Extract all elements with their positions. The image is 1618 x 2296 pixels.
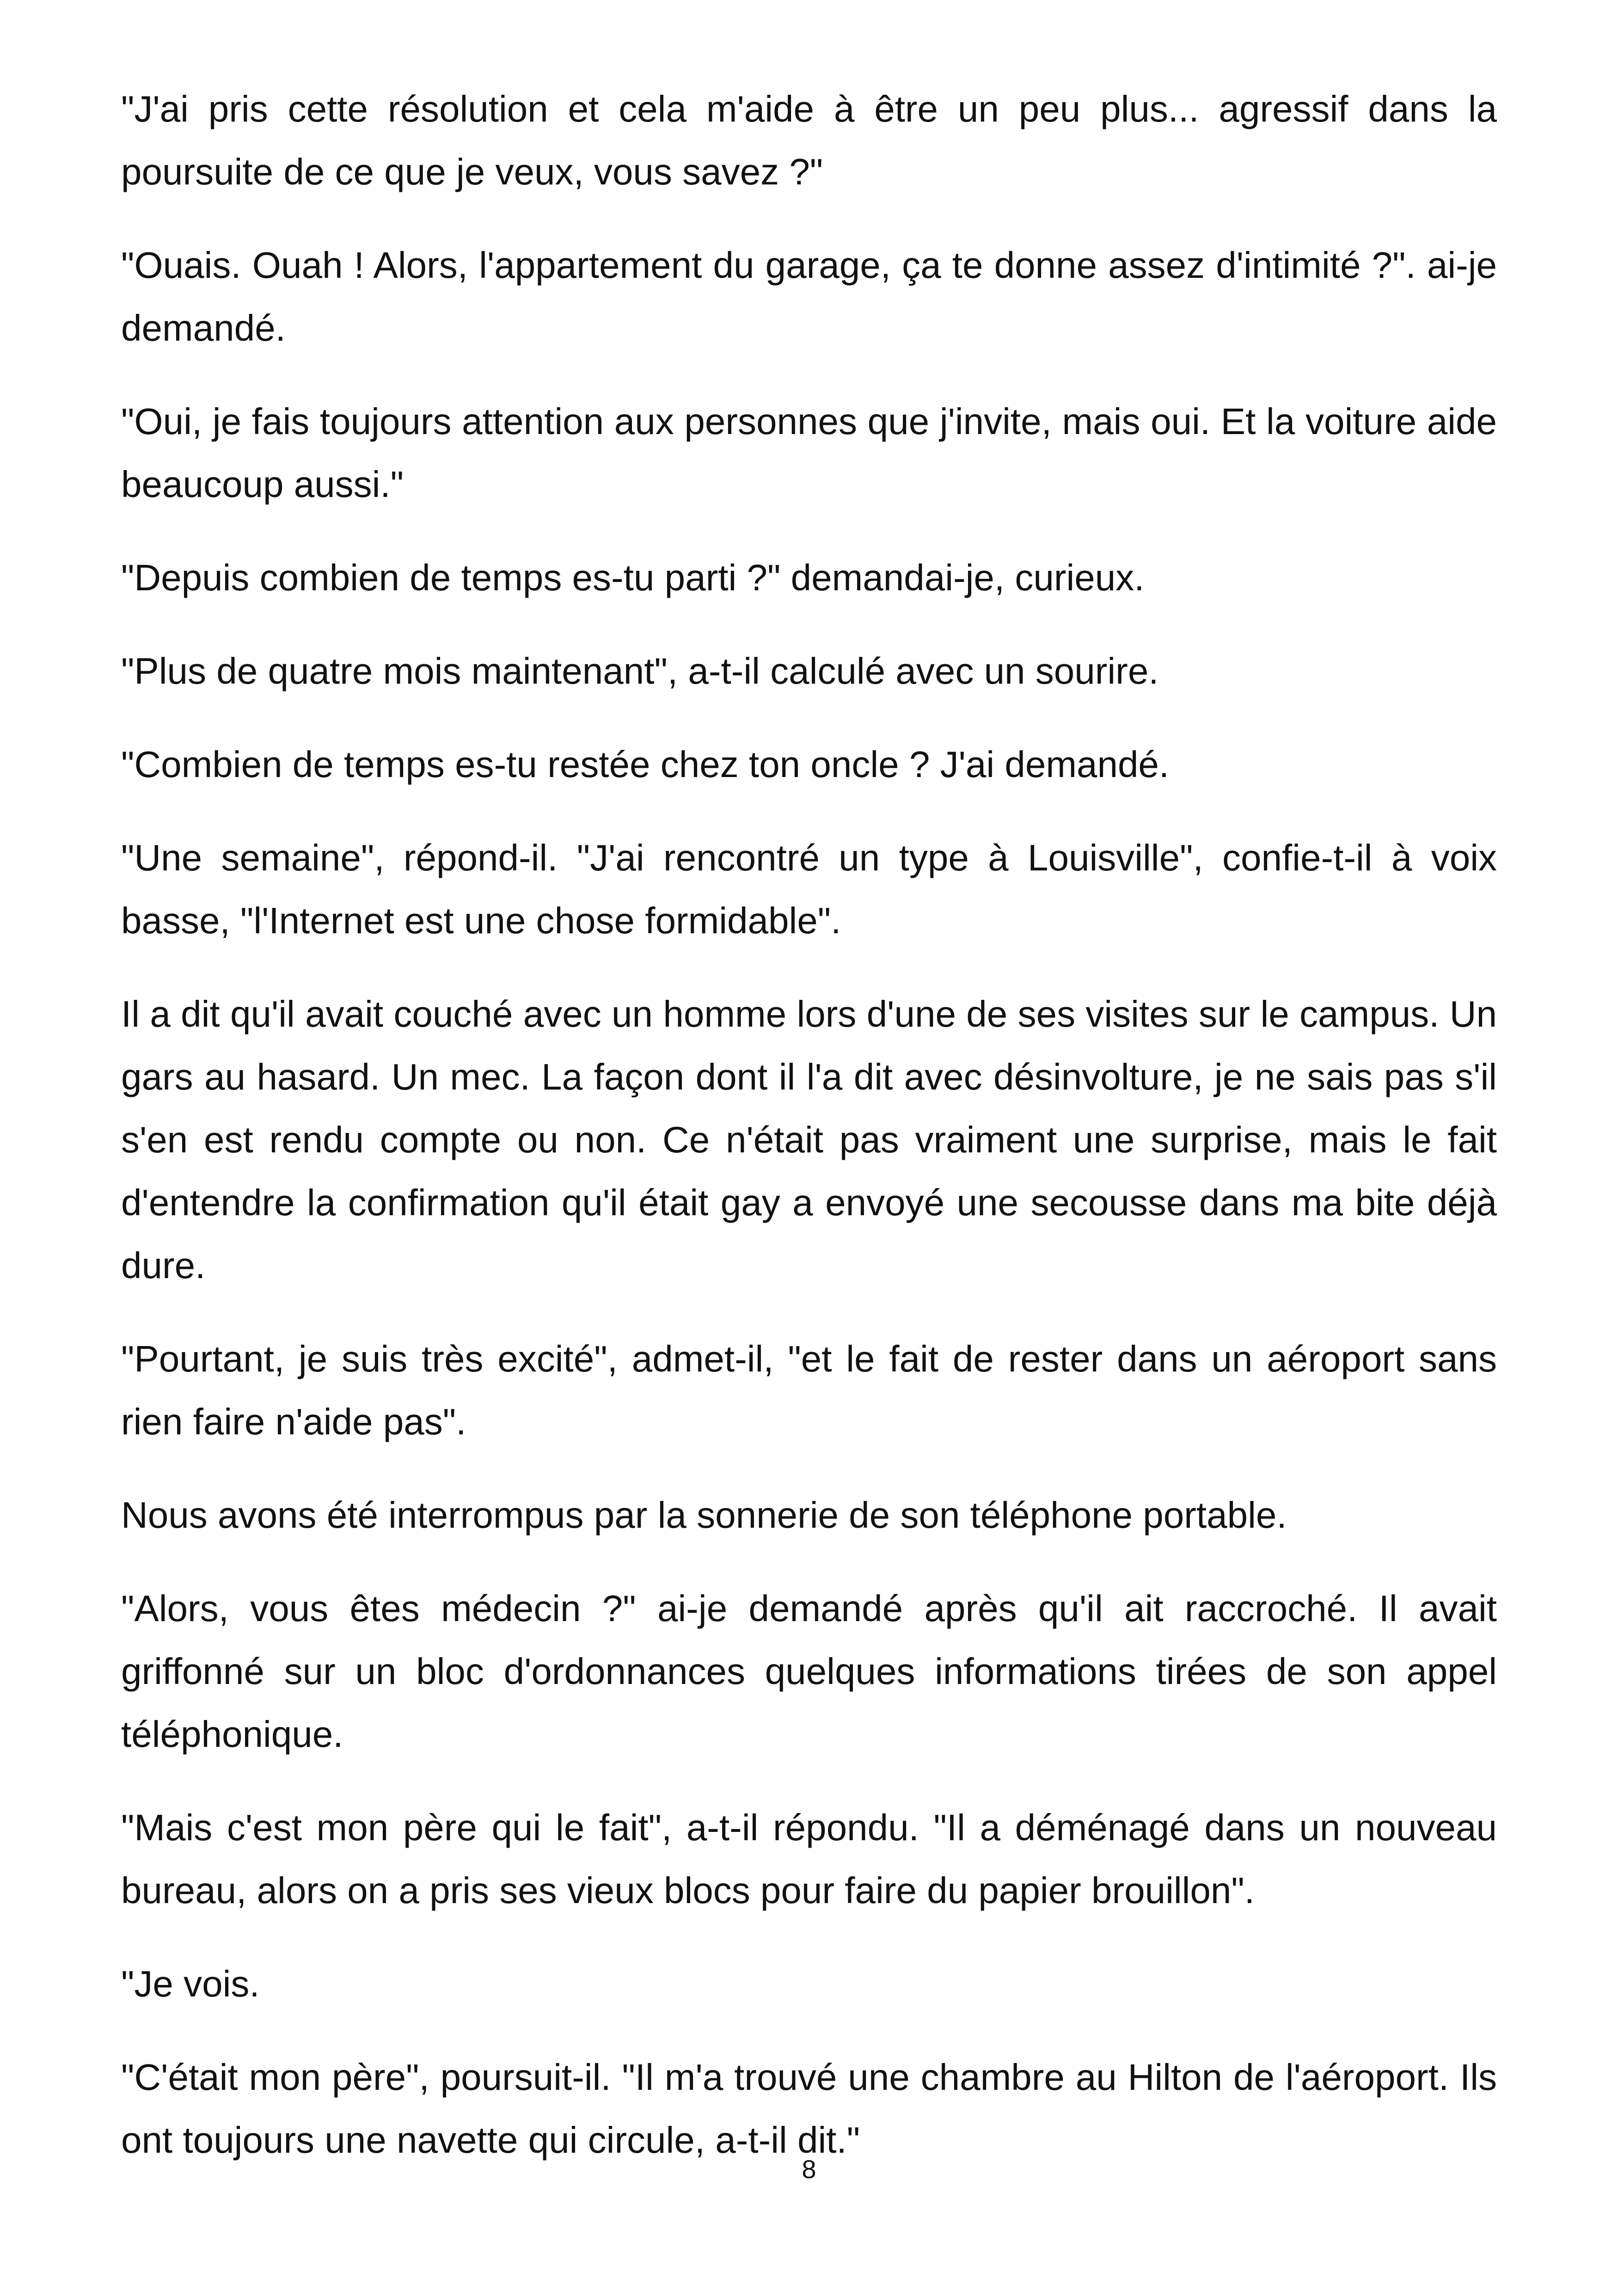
paragraph: "Pourtant, je suis très excité", admet-il, "et le fait de rester dans un aéroport sans rien faire n'aide pas". [121, 1338, 1497, 1442]
paragraph: "Alors, vous êtes médecin ?" ai-je demandé après qu'il ait raccroché. Il avait griffonné sur un bloc d'ordonnances quelques informations tirées de son appel téléphonique. [121, 1588, 1497, 1755]
paragraph: "Plus de quatre mois maintenant", a-t-il calculé avec un sourire. [121, 650, 1159, 692]
paragraph: "Une semaine", répond-il. "J'ai rencontré un type à Louisville", confie-t-il à voix basse, "l'Internet est une chose formidable". [121, 837, 1497, 941]
paragraph: "Depuis combien de temps es-tu parti ?" demandai-je, curieux. [121, 557, 1145, 598]
paragraph: "Combien de temps es-tu restée chez ton oncle ? J'ai demandé. [121, 744, 1170, 785]
paragraph: "Oui, je fais toujours attention aux personnes que j'invite, mais oui. Et la voiture aide beaucoup aussi." [121, 401, 1497, 505]
paragraph: Nous avons été interrompus par la sonnerie de son téléphone portable. [121, 1494, 1287, 1536]
body-text [121, 78, 1497, 2202]
paragraph: "Je vois. [121, 1963, 260, 2004]
page-number: 8 [802, 2155, 816, 2184]
paragraph: "Mais c'est mon père qui le fait", a-t-il répondu. "Il a déménagé dans un nouveau bureau, alors on a pris ses vieux blocs pour faire du papier brouillon". [121, 1807, 1497, 1911]
paragraph: "C'était mon père", poursuit-il. "Il m'a trouvé une chambre au Hilton de l'aéroport. Ils ont toujours une navette qui circule, a-t-il dit." [121, 2057, 1497, 2161]
paragraph: Il a dit qu'il avait couché avec un homme lors d'une de ses visites sur le campus. Un gars au hasard. Un mec. La façon dont il l'a dit avec désinvolture, je ne sais pas s'il s'en est rendu compte ou non. Ce n'était pas vraiment une surprise, mais le fait d'entendre la confirmation qu'il était gay a envoyé une secousse dans ma bite déjà dure. [121, 993, 1497, 1286]
paragraph: "J'ai pris cette résolution et cela m'aide à être un peu plus... agressif dans la poursuite de ce que je veux, vous savez ?" [121, 88, 1497, 192]
paragraph: "Ouais. Ouah ! Alors, l'appartement du garage, ça te donne assez d'intimité ?". ai-je demandé. [121, 245, 1497, 349]
